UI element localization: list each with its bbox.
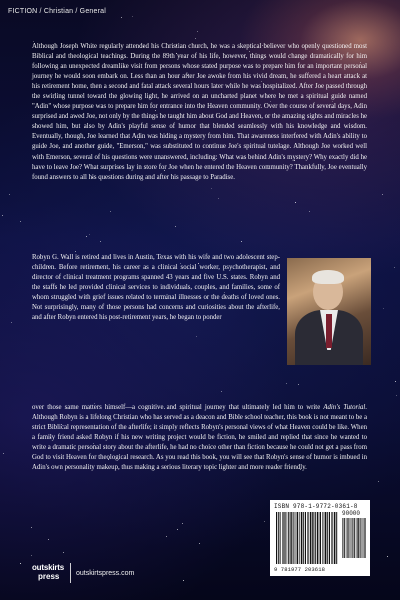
- barcode-bar: [352, 518, 353, 558]
- price-code: 90000: [342, 510, 361, 517]
- barcode-bar: [290, 512, 291, 564]
- logo-word-press: press: [38, 572, 60, 581]
- star: [89, 234, 90, 235]
- barcode-bar: [278, 512, 279, 564]
- barcode-bar: [356, 518, 357, 558]
- star: [31, 527, 32, 528]
- star: [100, 241, 101, 242]
- barcode-bar: [313, 512, 314, 564]
- barcode-bar: [346, 518, 347, 558]
- star: [382, 194, 383, 195]
- star: [221, 391, 222, 392]
- barcode-bar: [360, 518, 361, 558]
- star: [378, 481, 379, 482]
- book-category: FICTION / Christian / General: [8, 8, 106, 15]
- star: [264, 521, 265, 522]
- barcode-bar: [331, 512, 332, 564]
- star: [20, 563, 21, 564]
- barcode-bar: [287, 512, 288, 564]
- star: [9, 194, 10, 195]
- star: [183, 580, 184, 581]
- barcode-supplement-bars: [342, 518, 366, 558]
- barcode-bar: [308, 512, 309, 564]
- star: [182, 523, 183, 524]
- star: [31, 555, 32, 556]
- star: [195, 38, 196, 39]
- barcode-bar: [354, 518, 355, 558]
- star: [75, 251, 76, 252]
- barcode-bar: [288, 512, 289, 564]
- star: [20, 221, 21, 222]
- barcode-bar: [291, 512, 292, 564]
- star: [132, 16, 133, 17]
- barcode-bar: [334, 512, 335, 564]
- star: [218, 198, 219, 199]
- star: [298, 384, 299, 385]
- logo-word-outskirts: outskirts: [32, 563, 64, 572]
- barcode-bar: [324, 512, 325, 564]
- star: [86, 236, 87, 237]
- barcode-bar: [283, 512, 284, 564]
- barcode-bar: [305, 512, 306, 564]
- barcode-bar: [317, 512, 318, 564]
- barcode-bar: [310, 512, 311, 564]
- barcode-bar: [344, 518, 345, 558]
- barcode-bar: [364, 518, 365, 558]
- star: [2, 215, 3, 216]
- barcode-bar: [336, 512, 337, 564]
- barcode-bar: [280, 512, 281, 564]
- barcode-bar: [307, 512, 308, 564]
- star: [121, 17, 122, 18]
- barcode-bar: [296, 512, 297, 564]
- star: [3, 453, 4, 454]
- barcode-bar: [329, 512, 330, 564]
- barcode-bar: [342, 518, 343, 558]
- barcode-bar: [320, 512, 321, 564]
- star: [166, 536, 167, 537]
- star: [48, 539, 49, 540]
- isbn-barcode: [270, 500, 370, 576]
- barcode-bar: [297, 512, 298, 564]
- barcode-digits: 9 781977 203618: [274, 566, 326, 573]
- publisher-logo: [32, 563, 66, 583]
- barcode-bar: [362, 518, 363, 558]
- barcode-bar: [332, 512, 333, 564]
- star: [197, 31, 198, 32]
- bio-text-before-title: over those same matters himself—a cognitive and spiritual journey that ultimately led him to write: [32, 404, 324, 411]
- isbn-label: ISBN 978-1-9772-0361-8: [274, 503, 358, 510]
- barcode-bar: [350, 518, 351, 558]
- barcode-bar: [299, 512, 300, 564]
- publisher-url: outskirtspress.com: [76, 570, 135, 577]
- barcode-bar: [284, 512, 285, 564]
- author-bio-continued: [32, 403, 367, 473]
- logo-divider: [70, 563, 71, 583]
- barcode-bar: [358, 518, 359, 558]
- barcode-bar: [322, 512, 323, 564]
- barcode-bar: [363, 518, 364, 558]
- star: [395, 381, 396, 382]
- barcode-bar: [327, 512, 328, 564]
- barcode-bar: [319, 512, 320, 564]
- bio-text-after-title: . Although Robyn is a lifelong Christian who has served as a deacon and Bible school teacher, this book is not meant to be a strict Biblical representation of the afterlife; it simply reflects Robyn's personal views of what Heaven could be like. When a family friend asked Robyn if his new writing project would be fiction, he smiled and replied that since he wanted to write a dramatic personal story about the afterlife, he had no choice other than fiction because he could not get a pass from God to visit Heaven for theological research. As you read this book, you will see that Robyn's sense of humor is imbued in Adin's own personality makeup, thus making a serious literary topic lighter and more reader friendly.: [32, 404, 367, 472]
- author-bio-intro: Robyn G. Wall is retired and lives in Austin, Texas with his wife and two adolescent step-children. Before retirement, his career as a clinical social worker, psychotherapist, and director of clinical treatment programs spanned 43 years and five U.S. states. Robyn and the staffs he led provided clinical services to individuals, couples, and families, some of whom struggled with grief issues related to terminal illnesses or the deaths of loved ones. Not surprisingly, many of those persons had concerns and curiosities about the afterlife, and after Robyn entered his post-retirement years, he began to ponder: [32, 254, 280, 322]
- barcode-bar: [312, 512, 313, 564]
- barcode-bar: [276, 512, 277, 564]
- barcode-bar: [293, 512, 294, 564]
- star: [63, 552, 64, 553]
- barcode-bar: [303, 512, 304, 564]
- star: [387, 556, 388, 557]
- star: [196, 336, 197, 337]
- star: [396, 395, 397, 396]
- barcode-bar: [351, 518, 352, 558]
- star: [295, 202, 296, 203]
- star: [11, 322, 12, 323]
- barcode-bar: [347, 518, 348, 558]
- barcode-bar: [301, 512, 302, 564]
- star: [309, 211, 310, 212]
- star: [383, 308, 384, 309]
- book-synopsis: Although Joseph White regularly attended his Christian church, he was a skeptical believer who openly questioned most Biblical and theological teachings. During the 89th year of his life, however, things would change dramatically for him following an unexpected dreamlike visit from persons whose stated purpose was to prepare him for an important personal journey he would soon embark on. Less than an hour after Joe awoke from his vivid dream, he suffered a heart attack at his retirement home, then a second and fatal attack several hours later while he was hospitalized. After Joe passed through the swirling tunnel toward the glowing light, he arrived on an uncharted planet where he met a spiritual guide named "Adin" whose purpose was to prepare him for entrance into the Heaven community. Over the course of several days, Adin surprised and awed Joe, not only by the things he taught him about God and Heaven, or the amazing sights and miracles he showed him, but also by Adin's playful sense of humor that blended seamlessly with his knowledge and wisdom. Eventually, though, Joe learned that Adin was hiding a mystery from him. That awareness interfered with Adin's ability to guide Joe, and another guide, "Emerson," was substituted to continue Joe's spiritual tutelage. Although Joe worked well with Emerson, several of his questions were unanswered, including: What was behind Adin's mystery? Why exactly did he have to leave Joe? What surprises lay in store for Joe when he entered the Heaven community? Thankfully, Joe eventually found answers to all his questions during and after his passage to Paradise.: [32, 43, 367, 181]
- book-title-mention: Adin's Tutorial: [323, 404, 366, 411]
- star: [211, 188, 212, 189]
- star: [175, 226, 176, 227]
- barcode-bar: [325, 512, 326, 564]
- star: [286, 383, 287, 384]
- barcode-bar: [315, 512, 316, 564]
- star: [394, 267, 395, 268]
- barcode-bar: [282, 512, 283, 564]
- author-photo: [287, 258, 371, 365]
- star: [177, 529, 178, 530]
- barcode-bars: [276, 512, 338, 564]
- barcode-bar: [295, 512, 296, 564]
- star: [199, 543, 200, 544]
- star: [241, 241, 242, 242]
- star: [110, 211, 111, 212]
- barcode-bar: [357, 518, 358, 558]
